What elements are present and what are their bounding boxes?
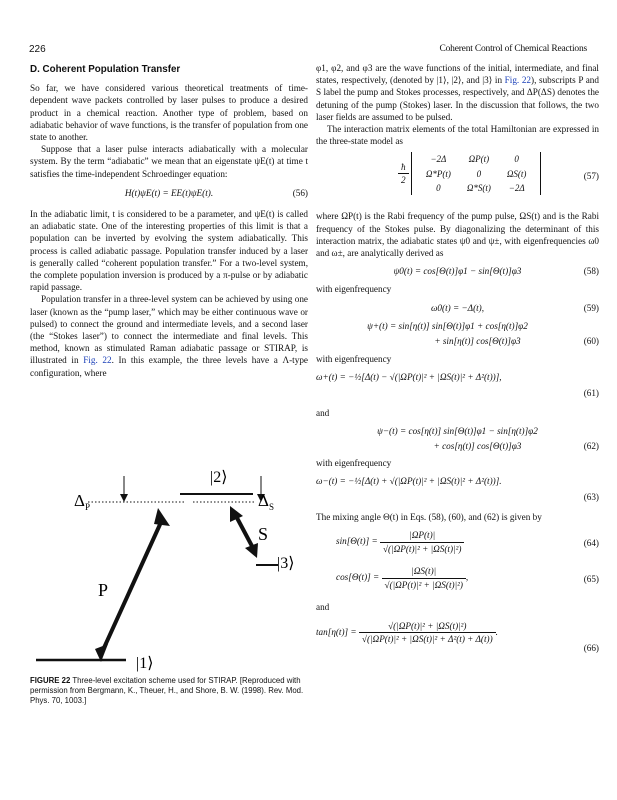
equation-number: (61) xyxy=(583,388,599,399)
equation-62 xyxy=(316,425,599,452)
text-run: Population transfer in a three-level system can be achieved by using one laser (known as the “pump laser,” which may be either continuous wave or pulsed) to connect the ground and intermediate levels, and a second laser (the “Stokes laser”) to connect the intermediate and final levels. This method, known as stimulated Raman adiabatic passage or STIRAP, is illustrated in xyxy=(30,294,308,366)
caption-label: FIGURE 22 xyxy=(30,676,71,685)
equation-58 xyxy=(316,265,599,277)
equation-56 xyxy=(30,187,308,199)
hamiltonian-matrix xyxy=(411,152,542,195)
equation-66: tan[η(t)] = $\frac{\text{√(|ΩP(t)|² + |ΩS(t)|²)}}{\text{√(|ΩP(t)|² + |ΩS(t)|² + Δ²(t) + Δ(t))}}$ . (66) xyxy=(316,620,599,653)
text-run: . In this example, the three levels have a Λ-type configuration, where xyxy=(30,355,308,378)
pump-arrowhead-up xyxy=(154,508,170,526)
figure-22 xyxy=(28,460,308,672)
equation-number: (64) xyxy=(583,538,599,549)
paragraph: In the adiabatic limit, t is considered to be a parameter, and ψE(t) is called an adiabatic state. One of the interesting properties of this limit is that a population can be inverted by evolving the system adiabatically. This process is called adiabatic passage. Population transfer induced by a laser is generally called “coherent population transfer.” For a two-level system, the complete population inversion is produced by a π-pulse or by adiabatic rapid passage. xyxy=(30,209,308,293)
equation-65: cos[Θ(t)] = $\frac{|\Omega S(t)|}{\text{√(|ΩP(t)|² + |ΩS(t)|²)}}$ , (65) xyxy=(336,566,599,590)
pump-transition-arrow xyxy=(103,520,162,650)
matrix-cell: 0 xyxy=(436,182,441,193)
fraction: $\frac{\text{√(|ΩP(t)|² + |ΩS(t)|²)}}{\text{√(|ΩP(t)|² + |ΩS(t)|² + Δ²(t) + Δ(t))}}$ xyxy=(359,620,496,645)
matrix-cell: −2Δ xyxy=(430,154,447,165)
figure-caption xyxy=(30,676,307,707)
level-2-label: |2⟩ xyxy=(210,469,228,486)
left-column xyxy=(30,62,308,379)
text-line: and xyxy=(316,408,330,419)
text-line: with eigenfrequency xyxy=(316,354,392,365)
text-line: with eigenfrequency xyxy=(316,284,392,295)
matrix-cell: Ω*P(t) xyxy=(425,168,451,179)
hbar-over-two: $\frac{ħ}{2}$ xyxy=(398,161,409,186)
equation-body: ω0(t) = −Δ(t), xyxy=(430,302,485,313)
equation-60 xyxy=(316,320,599,347)
running-title: Coherent Control of Chemical Reactions xyxy=(439,44,587,54)
matrix-cell: 0 xyxy=(514,154,519,165)
equation-number: (58) xyxy=(583,266,599,277)
equation-body: ψ+(t) = sin[η(t)] sin[Θ(t)]φ1 + cos[η(t)]φ2 xyxy=(367,320,528,331)
matrix-cell: ΩP(t) xyxy=(468,154,490,165)
equation-lhs: tan[η(t)] = xyxy=(316,626,357,637)
equation-63 xyxy=(316,475,599,505)
paragraph: So far, we have considered various theoretical treatments of time-dependent wave packets controlled by laser pulses to produce a desired product in a chemical reaction. Another type of problem, based on adiabatic behavior of wave functions, is the transfer of population from one state to another. xyxy=(30,83,308,143)
level-3-label: |3⟩ xyxy=(277,555,295,572)
equation-body: H(t)ψE(t) = EE(t)ψE(t). xyxy=(124,187,214,198)
equation-number: (66) xyxy=(583,642,599,653)
section-heading: D. Coherent Population Transfer xyxy=(30,64,181,75)
equation-number: (57) xyxy=(583,171,599,182)
matrix-cell: Ω*S(t) xyxy=(466,182,491,193)
equation-body: ψ0(t) = cos[Θ(t)]φ1 − sin[Θ(t)]φ3 xyxy=(393,266,522,277)
equation-57 xyxy=(316,152,599,206)
text-run: ), subscripts P and S label the pump and Stokes processes, respectively, and ΔP(ΔS) denotes the detuning of the pump (Stokes) laser. In the discussion that follows, the two laser fields are assumed to be pulsed. xyxy=(316,75,599,122)
equation-number: (62) xyxy=(583,440,599,451)
fraction: $\frac{|\Omega S(t)|}{\text{√(|ΩP(t)|² + |ΩS(t)|²)}}$ xyxy=(382,565,466,590)
delta-p-label: $\Delta_P$ xyxy=(74,491,90,512)
equation-body: + cos[η(t)] cos[Θ(t)]φ3 xyxy=(433,440,522,451)
equation-64 xyxy=(316,529,599,559)
page-number: 226 xyxy=(29,44,46,55)
matrix-cell: 0 xyxy=(476,168,482,179)
equation-number: (65) xyxy=(583,574,599,585)
equation-body: ω+(t) = −½[Δ(t) − √(|ΩP(t)|² + |ΩS(t)|² + Δ²(t))], xyxy=(316,372,502,383)
equation-body: ψ−(t) = cos[η(t)] sin[Θ(t)]φ1 − sin[η(t)]φ2 xyxy=(377,425,538,436)
delta-s-label: $\Delta_S$ xyxy=(258,491,274,512)
paragraph: where ΩP(t) is the Rabi frequency of the pump pulse, ΩS(t) and is the Rabi frequency of the Stokes pulse. By diagonalizing the determinant of this interaction matrix, the adiabatic states ψ0 and ψ±, with eigenfrequencies ω0 and ω±, are analytically derived as xyxy=(316,211,599,259)
text-line: and xyxy=(316,602,330,613)
pump-label: P xyxy=(98,580,109,600)
matrix-row xyxy=(418,181,535,195)
text-line: with eigenfrequency xyxy=(316,458,392,469)
paragraph xyxy=(30,293,308,378)
equation-lhs: cos[Θ(t)] = xyxy=(336,572,380,583)
paragraph: The mixing angle Θ(t) in Eqs. (58), (60), and (62) is given by xyxy=(316,512,542,523)
equation-number: (56) xyxy=(292,187,308,198)
stokes-label: S xyxy=(258,524,269,544)
text-run: φ1, φ2, and φ3 are the wave functions of the initial, intermediate, and final states, respectively, (denoted by |1⟩, |2⟩, and |3⟩ in xyxy=(316,63,599,86)
equation-61 xyxy=(316,371,599,401)
caption-text: Three-level excitation scheme used for STIRAP. [Reproduced with permission from Bergmann, K., Theuer, H., and Shore, B. W. (1998). Rev. Mod. Phys. 70, 1003.] xyxy=(30,676,304,706)
matrix-cell: ΩS(t) xyxy=(506,168,527,179)
fraction: $\frac{|\Omega P(t)|}{\text{√(|ΩP(t)|² + |ΩS(t)|²)}}$ xyxy=(380,529,464,554)
running-header xyxy=(29,44,587,58)
figure-link[interactable]: Fig. 22 xyxy=(504,75,532,86)
paragraph xyxy=(316,62,599,123)
equation-59 xyxy=(316,302,599,314)
right-column xyxy=(316,62,599,660)
matrix-cell: −2Δ xyxy=(508,182,525,193)
figure-link[interactable]: Fig. 22 xyxy=(83,355,112,366)
paragraph: Suppose that a laser pulse interacts adiabatically with a molecular system. By the term “adiabatic” we mean that an eigenstate ψE(t) at time t satisfies the time-independent Schroedinger equation: xyxy=(30,144,308,179)
equation-number: (60) xyxy=(583,335,599,346)
equation-lhs: sin[Θ(t)] = xyxy=(336,536,378,547)
equation-number: (59) xyxy=(583,302,599,313)
stokes-transition-arrow xyxy=(236,516,253,548)
equation-body: ω−(t) = −½[Δ(t) + √(|ΩP(t)|² + |ΩS(t)|² + Δ²(t))]. xyxy=(316,476,502,487)
matrix-row xyxy=(418,167,535,181)
three-level-diagram xyxy=(28,460,308,672)
matrix-row xyxy=(418,152,535,166)
paragraph: The interaction matrix elements of the total Hamiltonian are expressed in the three-state model as xyxy=(316,124,599,147)
equation-number: (63) xyxy=(583,492,599,503)
equation-body: + sin[η(t)] cos[Θ(t)]φ3 xyxy=(434,336,521,347)
level-1-label: |1⟩ xyxy=(136,655,154,672)
